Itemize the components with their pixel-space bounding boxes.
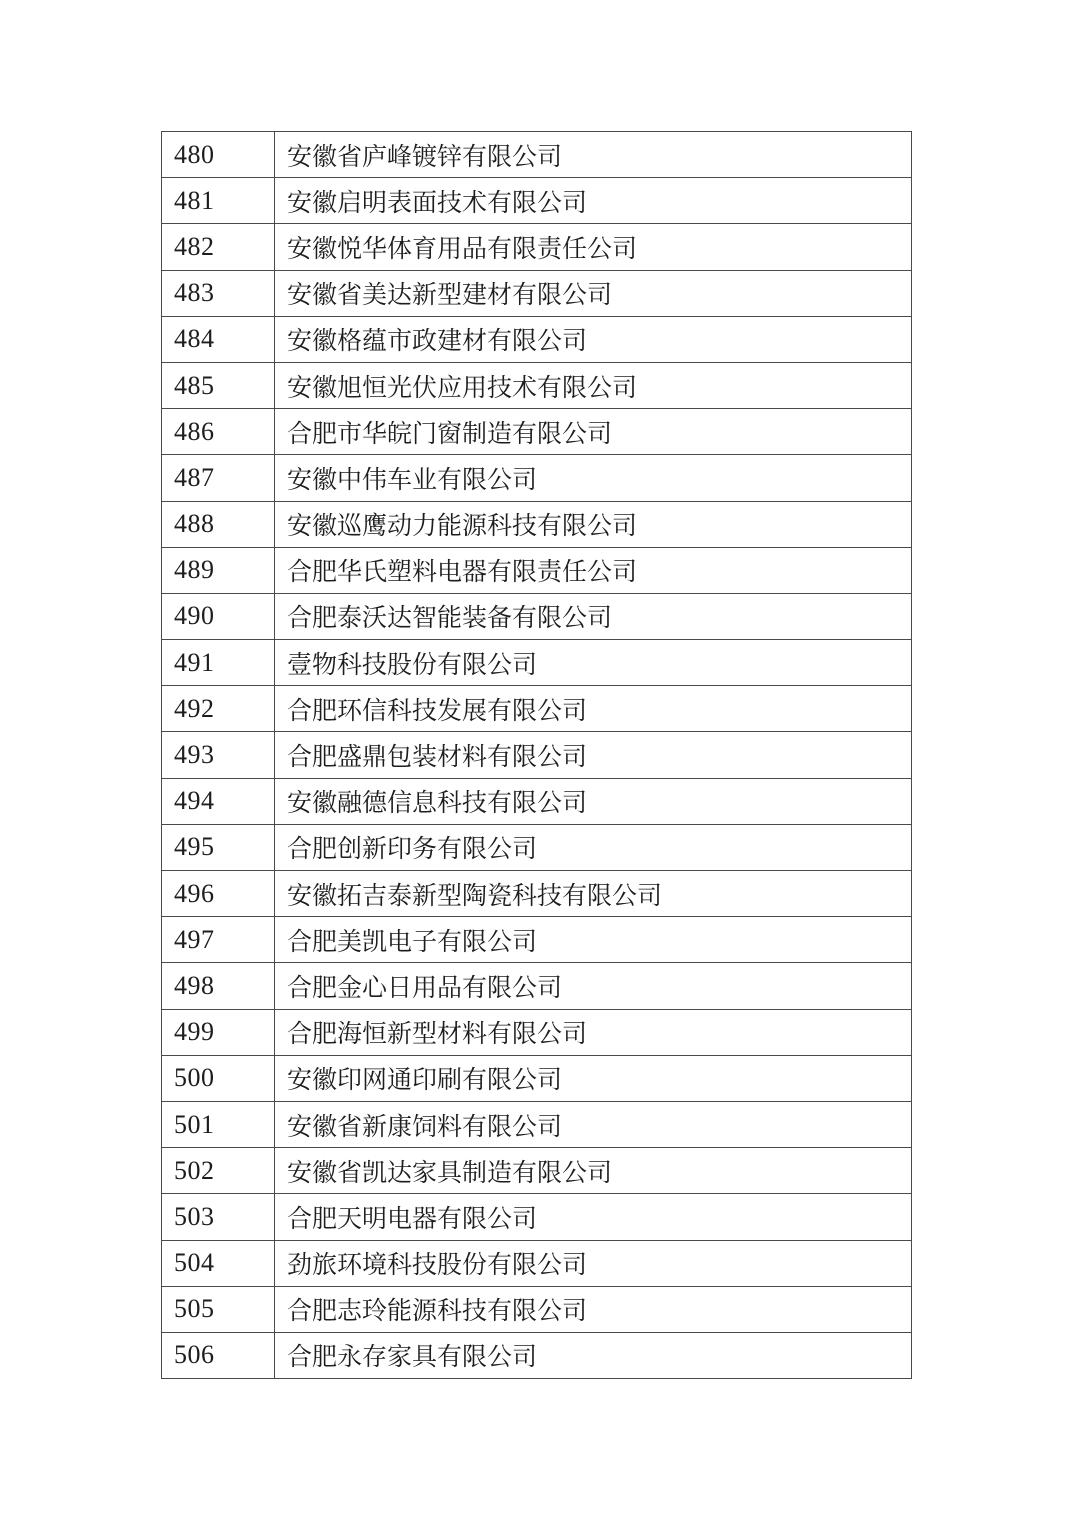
company-name-cell: 安徽巡鹰动力能源科技有限公司 — [275, 501, 912, 547]
row-number-cell: 488 — [162, 501, 275, 547]
table-row — [162, 1286, 912, 1332]
table-row — [162, 824, 912, 870]
row-number-cell: 504 — [162, 1240, 275, 1286]
row-number-cell: 498 — [162, 963, 275, 1009]
company-name-cell: 劲旅环境科技股份有限公司 — [275, 1240, 912, 1286]
row-number-cell: 489 — [162, 547, 275, 593]
row-number-cell: 487 — [162, 455, 275, 501]
row-number-cell: 501 — [162, 1101, 275, 1147]
row-number-cell: 499 — [162, 1009, 275, 1055]
company-name-cell: 合肥志玲能源科技有限公司 — [275, 1286, 912, 1332]
row-number-cell: 481 — [162, 178, 275, 224]
row-number-cell: 484 — [162, 316, 275, 362]
row-number-cell: 483 — [162, 270, 275, 316]
table-row — [162, 686, 912, 732]
row-number-cell: 486 — [162, 409, 275, 455]
table-row — [162, 871, 912, 917]
company-name-cell: 安徽省凯达家具制造有限公司 — [275, 1148, 912, 1194]
company-name-cell: 合肥泰沃达智能装备有限公司 — [275, 593, 912, 639]
row-number-cell: 496 — [162, 871, 275, 917]
company-table-body — [162, 132, 912, 1379]
row-number-cell: 497 — [162, 917, 275, 963]
table-row — [162, 270, 912, 316]
company-name-cell: 合肥海恒新型材料有限公司 — [275, 1009, 912, 1055]
company-name-cell: 合肥永存家具有限公司 — [275, 1332, 912, 1378]
row-number-cell: 500 — [162, 1055, 275, 1101]
table-row — [162, 963, 912, 1009]
table-row — [162, 409, 912, 455]
company-name-cell: 安徽格蕴市政建材有限公司 — [275, 316, 912, 362]
table-row — [162, 778, 912, 824]
company-name-cell: 安徽省新康饲料有限公司 — [275, 1101, 912, 1147]
table-row — [162, 224, 912, 270]
table-row — [162, 1009, 912, 1055]
table-row — [162, 178, 912, 224]
company-list-table — [161, 131, 912, 1379]
row-number-cell: 494 — [162, 778, 275, 824]
table-row — [162, 1101, 912, 1147]
table-row — [162, 455, 912, 501]
table-row — [162, 547, 912, 593]
table-row — [162, 1332, 912, 1378]
table-row — [162, 732, 912, 778]
row-number-cell: 480 — [162, 132, 275, 178]
company-name-cell: 合肥金心日用品有限公司 — [275, 963, 912, 1009]
company-name-cell: 壹物科技股份有限公司 — [275, 640, 912, 686]
company-name-cell: 安徽悦华体育用品有限责任公司 — [275, 224, 912, 270]
company-name-cell: 合肥盛鼎包装材料有限公司 — [275, 732, 912, 778]
row-number-cell: 490 — [162, 593, 275, 639]
table-row — [162, 1055, 912, 1101]
row-number-cell: 493 — [162, 732, 275, 778]
row-number-cell: 503 — [162, 1194, 275, 1240]
row-number-cell: 482 — [162, 224, 275, 270]
company-name-cell: 安徽中伟车业有限公司 — [275, 455, 912, 501]
row-number-cell: 492 — [162, 686, 275, 732]
company-name-cell: 安徽印网通印刷有限公司 — [275, 1055, 912, 1101]
table-row — [162, 917, 912, 963]
table-row — [162, 593, 912, 639]
company-name-cell: 合肥环信科技发展有限公司 — [275, 686, 912, 732]
row-number-cell: 502 — [162, 1148, 275, 1194]
company-name-cell: 安徽省美达新型建材有限公司 — [275, 270, 912, 316]
table-row — [162, 1148, 912, 1194]
row-number-cell: 495 — [162, 824, 275, 870]
row-number-cell: 505 — [162, 1286, 275, 1332]
row-number-cell: 485 — [162, 362, 275, 408]
company-name-cell: 合肥华氏塑料电器有限责任公司 — [275, 547, 912, 593]
company-name-cell: 合肥天明电器有限公司 — [275, 1194, 912, 1240]
company-name-cell: 安徽旭恒光伏应用技术有限公司 — [275, 362, 912, 408]
table-row — [162, 132, 912, 178]
table-row — [162, 640, 912, 686]
table-row — [162, 316, 912, 362]
row-number-cell: 491 — [162, 640, 275, 686]
company-name-cell: 安徽省庐峰镀锌有限公司 — [275, 132, 912, 178]
company-name-cell: 合肥创新印务有限公司 — [275, 824, 912, 870]
table-row — [162, 362, 912, 408]
company-name-cell: 合肥美凯电子有限公司 — [275, 917, 912, 963]
table-row — [162, 1240, 912, 1286]
company-name-cell: 安徽融德信息科技有限公司 — [275, 778, 912, 824]
row-number-cell: 506 — [162, 1332, 275, 1378]
company-name-cell: 安徽启明表面技术有限公司 — [275, 178, 912, 224]
table-row — [162, 1194, 912, 1240]
company-name-cell: 安徽拓吉泰新型陶瓷科技有限公司 — [275, 871, 912, 917]
table-row — [162, 501, 912, 547]
company-name-cell: 合肥市华皖门窗制造有限公司 — [275, 409, 912, 455]
